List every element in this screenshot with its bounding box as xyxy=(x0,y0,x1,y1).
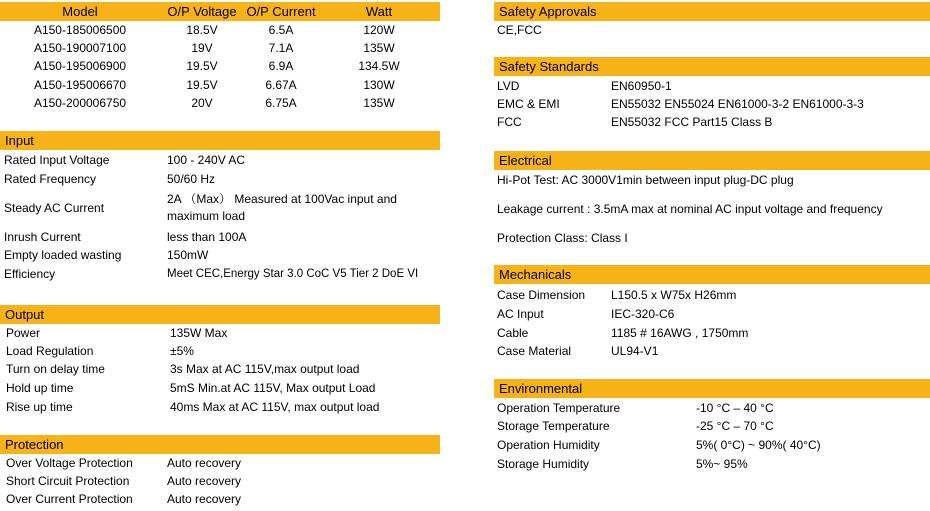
mechanicals-label: Case Dimension xyxy=(497,288,586,302)
cell-model: A150-185006500 xyxy=(33,23,127,37)
cell-watt: 135W xyxy=(363,96,395,110)
output-section-title: Output xyxy=(0,305,440,324)
col-header-watt: Watt xyxy=(365,4,393,19)
col-header-model: Model xyxy=(62,4,98,19)
mechanicals-value: UL94-V1 xyxy=(611,344,659,358)
cell-voltage: 18.5V xyxy=(186,23,218,37)
output-label: Power xyxy=(6,326,41,340)
protection-value: Auto recovery xyxy=(167,492,242,506)
cell-voltage: 19.5V xyxy=(186,78,218,92)
safety-standard-value: EN60950-1 xyxy=(611,79,672,93)
input-value: less than 100A xyxy=(167,230,247,244)
environmental-label: Operation Temperature xyxy=(497,401,621,415)
output-value: 40ms Max at AC 115V, max output load xyxy=(170,400,380,414)
mechanicals-label: AC Input xyxy=(497,307,544,321)
cell-watt: 120W xyxy=(363,23,395,37)
electrical-line: Hi-Pot Test: AC 3000V1min between input plug-DC plug xyxy=(497,173,794,187)
output-value: 3s Max at AC 115V,max output load xyxy=(170,362,360,376)
safety-approvals-section-title: Safety Approvals xyxy=(494,2,930,21)
output-label: Hold up time xyxy=(6,381,74,395)
cell-current: 6.5A xyxy=(268,23,294,37)
output-label: Turn on delay time xyxy=(6,362,105,376)
protection-label: Short Circuit Protection xyxy=(6,474,130,488)
safety-approvals-value: CE,FCC xyxy=(497,23,542,37)
safety-standard-label: FCC xyxy=(497,115,522,129)
input-label: Inrush Current xyxy=(4,230,81,244)
safety-standard-label: EMC & EMI xyxy=(497,97,560,111)
protection-label: Over Current Protection xyxy=(6,492,133,506)
mechanicals-value: 1185 # 16AWG , 1750mm xyxy=(611,326,749,340)
protection-value: Auto recovery xyxy=(167,474,242,488)
safety-standard-value: EN55032 FCC Part15 Class B xyxy=(611,115,773,129)
cell-current: 6.67A xyxy=(265,78,297,92)
cell-voltage: 19V xyxy=(191,41,213,55)
cell-current: 7.1A xyxy=(268,41,294,55)
output-value: 5mS Min.at AC 115V, Max output Load xyxy=(170,381,376,395)
input-value: 100 - 240V AC xyxy=(167,153,246,167)
environmental-value: 5%( 0°C) ~ 90%( 40°C) xyxy=(696,438,821,452)
cell-model: A150-200006750 xyxy=(33,96,127,110)
input-value: Meet CEC,Energy Star 3.0 CoC V5 Tier 2 DoE VI xyxy=(167,268,419,280)
safety-standard-value: EN55032 EN55024 EN61000-3-2 EN61000-3-3 xyxy=(611,97,864,111)
electrical-line: Leakage current : 3.5mA max at nominal AC input voltage and frequency xyxy=(497,202,883,216)
input-label: Rated Frequency xyxy=(4,172,97,186)
mechanicals-label: Case Material xyxy=(497,344,572,358)
cell-model: A150-195006670 xyxy=(33,78,127,92)
input-section-title: Input xyxy=(0,131,440,150)
protection-section-title: Protection xyxy=(0,435,440,454)
mechanicals-value: IEC-320-C6 xyxy=(611,307,675,321)
output-value: ±5% xyxy=(170,344,194,358)
col-header-current: O/P Current xyxy=(246,4,316,19)
cell-current: 6.75A xyxy=(265,96,297,110)
input-value: 50/60 Hz xyxy=(167,172,216,186)
protection-value: Auto recovery xyxy=(167,456,242,470)
input-label: Steady AC Current xyxy=(4,201,105,215)
input-label: Rated Input Voltage xyxy=(4,153,110,167)
cell-watt: 135W xyxy=(363,41,395,55)
cell-model: A150-195006900 xyxy=(33,59,127,73)
mechanicals-value: L150.5 x W75x H26mm xyxy=(611,288,737,302)
input-label: Empty loaded wasting xyxy=(4,248,122,262)
environmental-value: -25 °C – 70 °C xyxy=(696,419,774,433)
electrical-line: Protection Class: Class I xyxy=(497,231,628,245)
environmental-label: Storage Temperature xyxy=(497,419,610,433)
output-label: Rise up time xyxy=(6,400,73,414)
mechanicals-label: Cable xyxy=(497,326,529,340)
environmental-section-title: Environmental xyxy=(494,379,930,398)
environmental-value: 5%~ 95% xyxy=(696,457,748,471)
col-header-voltage: O/P Voltage xyxy=(167,4,237,19)
cell-voltage: 20V xyxy=(191,96,213,110)
input-value: 2A （Max） Measured at 100Vac input and maximum load xyxy=(167,192,397,223)
input-value: 150mW xyxy=(167,248,209,262)
mechanicals-section-title: Mechanicals xyxy=(494,265,930,284)
cell-watt: 134.5W xyxy=(358,59,400,73)
cell-watt: 130W xyxy=(363,78,395,92)
safety-standards-section-title: Safety Standards xyxy=(494,57,930,76)
input-label: Efficiency xyxy=(4,267,56,281)
safety-standard-label: LVD xyxy=(497,79,520,93)
cell-current: 6.9A xyxy=(268,59,294,73)
output-label: Load Regulation xyxy=(6,344,94,358)
electrical-section-title: Electrical xyxy=(494,151,930,170)
environmental-label: Operation Humidity xyxy=(497,438,600,452)
output-value: 135W Max xyxy=(170,326,228,340)
protection-label: Over Voltage Protection xyxy=(6,456,133,470)
environmental-label: Storage Humidity xyxy=(497,457,590,471)
environmental-value: -10 °C – 40 °C xyxy=(696,401,774,415)
cell-voltage: 19.5V xyxy=(186,59,218,73)
cell-model: A150-190007100 xyxy=(33,41,127,55)
